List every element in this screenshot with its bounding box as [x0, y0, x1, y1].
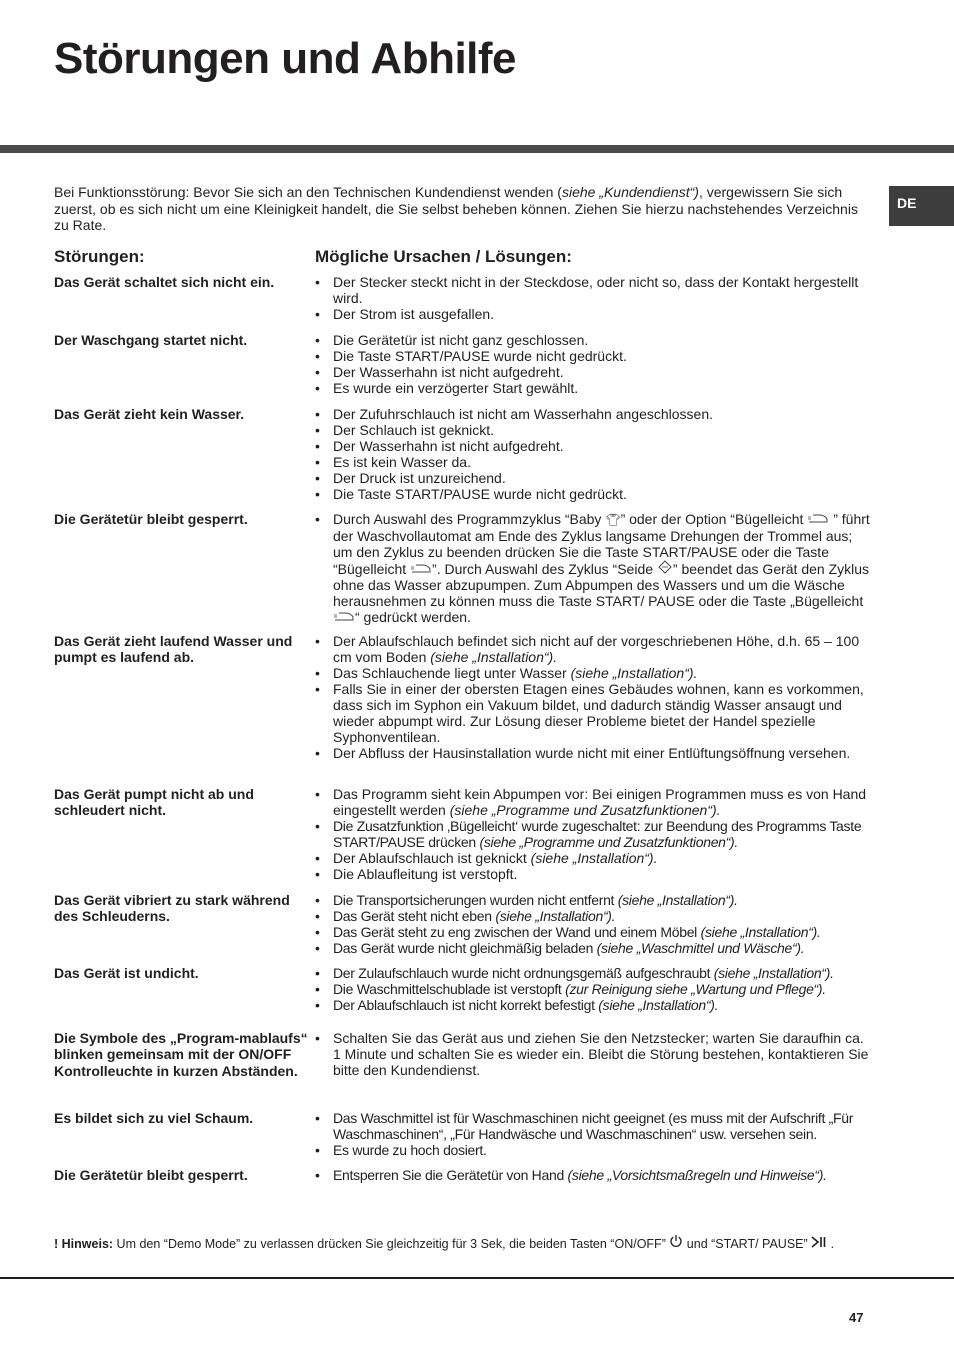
cause-reference: (siehe „Installation“). [430, 649, 558, 665]
cause-text: Das Waschmittel ist für Waschmaschinen nicht geeignet (es muss mit der Aufschrift „Für Waschmaschinen“, „Für Handwäsche und Waschmaschinen“ usw. versehen sein. [333, 1110, 854, 1142]
page-title: Störungen und Abhilfe [54, 34, 517, 83]
note-text-2: und “START/ PAUSE” [683, 1237, 812, 1251]
cause-text: Der Zulaufschlauch wurde nicht ordnungsgemäß aufgeschraubt [333, 965, 714, 981]
cause-item [315, 332, 875, 348]
cause-text: Der Druck ist unzureichend. [333, 470, 506, 486]
problem-label: Die Gerätetür bleibt gesperrt. [54, 1167, 248, 1183]
note-label: Hinweis: [61, 1237, 114, 1251]
intro-text-end: , vergewissern Sie sich zuerst, ob es sich nicht um eine Kleinigkeit handelt, die Sie selbst beheben können. Ziehen Sie hierzu nachstehendes Verzeichnis zu Rate. [54, 184, 858, 233]
cause-reference: (siehe „Installation“). [713, 965, 834, 981]
cause-text: Die Transportsicherungen wurden nicht entfernt [333, 892, 618, 908]
problem-label: Das Gerät zieht kein Wasser. [54, 406, 245, 422]
cause-item [315, 1167, 875, 1183]
cause-item [315, 470, 875, 486]
problem-label: Der Waschgang startet nicht. [54, 332, 248, 348]
easy-iron-icon [333, 611, 355, 622]
cause-item [315, 866, 875, 882]
cause-text: Der Schlauch ist geknickt. [333, 422, 495, 438]
cause-item [315, 981, 875, 997]
cause-text: Die Gerätetür ist nicht ganz geschlossen. [333, 332, 589, 348]
cause-text: Das Schlauchende liegt unter Wasser [333, 665, 571, 681]
cause-text: Schalten Sie das Gerät aus und ziehen Sie den Netzstecker; warten Sie daraufhin ca. 1 Minute und schalten Sie es wieder ein. Bleibt die Störung bestehen, kontaktieren Sie bitte den Kundendienst. [333, 1030, 869, 1078]
cause-text: Die Zusatzfunktion ‚Bügelleicht‘ wurde zugeschaltet: zur Beendung des Programms Taste START/PAUSE drücken [333, 818, 862, 850]
cause-item [315, 380, 875, 396]
cause-item [315, 665, 875, 681]
cause-text: Der Ablaufschlauch ist geknickt [333, 850, 531, 866]
cause-reference: (siehe „Installation“). [530, 850, 658, 866]
cause-item [315, 965, 875, 981]
cause-text: Die Taste START/PAUSE wurde nicht gedrückt. [333, 486, 627, 502]
cause-item [315, 486, 875, 502]
cause-list [315, 633, 875, 761]
problem-label: Das Gerät zieht laufend Wasser und pumpt es laufend ab. [54, 633, 293, 666]
cause-item [315, 681, 875, 745]
cause-list [315, 1030, 875, 1078]
note-mark: ! [54, 1237, 59, 1251]
intro-reference: siehe „Kundendienst“) [561, 184, 699, 200]
problem-label: Das Gerät vibriert zu stark während des Schleuderns. [54, 892, 290, 925]
note-paragraph [54, 1234, 864, 1252]
cause-text: Es wurde ein verzögerter Start gewählt. [333, 380, 579, 396]
footer-rule [0, 1277, 954, 1279]
cause-item [315, 997, 875, 1013]
cause-text: Das Gerät wurde nicht gleichmäßig beladen [333, 940, 597, 956]
language-tab: DE [889, 186, 954, 226]
cause-list [315, 1167, 875, 1183]
cause-text: Der Abfluss der Hausinstallation wurde nicht mit einer Entlüftungsöffnung versehen. [333, 745, 851, 761]
cause-text: Der Ablaufschlauch befindet sich nicht auf der vorgeschriebenen Höhe, d.h. 65 – 100 cm vom Boden [333, 633, 860, 665]
cause-reference: (siehe „Programme und Zusatzfunktionen“). [479, 834, 738, 850]
cause-item [315, 274, 875, 306]
cause-item [315, 348, 875, 364]
cause-item [315, 1110, 875, 1142]
cause-item [315, 1030, 875, 1078]
cause-list [315, 1110, 875, 1158]
problems-heading: Störungen: [54, 247, 145, 266]
cause-item [315, 924, 875, 940]
cause-item [315, 422, 875, 438]
cause-item [315, 1142, 875, 1158]
cause-text: Falls Sie in einer der obersten Etagen eines Gebäudes wohnen, kann es vorkommen, dass sich im Syphon ein Vakuum bildet, und dadurch ständig Wasser ansaugt und wieder abpumpt wird. Zur Lösung dieser Probleme bietet der Handel spezielle Syphonventilean. [333, 681, 864, 745]
cause-item: • Durch Auswahl des Programmzyklus “Baby 👕︎” oder der Option “Bügelleicht ” führt der Waschvollautomat am Ende des Zyklus langsame Drehungen der Trommel aus; um den Zyklus zu beenden drücken Sie die Taste START/PAUSE oder die Taste “Bügelleicht ”. Durch Auswahl des Zyklus “Seide ” beendet das Gerät den Zyklus ohne das Wasser abzupumpen. Zum Abpumpen des Wassers und um die Wäsche herausnehmen zu können muss die Taste START/ PAUSE oder die Taste „Bügelleicht “ gedrückt werden. [315, 511, 875, 625]
cause-list [315, 965, 875, 1013]
note-text: Um den “Demo Mode” zu verlassen drücken Sie gleichzeitig für 3 Sek, die beiden Tasten “ON/OFF” [113, 1237, 670, 1251]
cause-text: Die Taste START/PAUSE wurde nicht gedrückt. [333, 348, 627, 364]
problem-label: Das Gerät pumpt nicht ab und schleudert nicht. [54, 786, 254, 819]
cause-item [315, 406, 875, 422]
problem-label: Es bildet sich zu viel Schaum. [54, 1110, 254, 1126]
cause-item [315, 454, 875, 470]
cause-list [315, 786, 875, 882]
solutions-heading: Mögliche Ursachen / Lösungen: [315, 247, 572, 266]
problem-label: Das Gerät ist undicht. [54, 965, 199, 981]
cause-text: Der Wasserhahn ist nicht aufgedreht. [333, 364, 564, 380]
power-icon [669, 1234, 683, 1248]
problem-label: Die Symbole des „Program-mablaufs“ blinken gemeinsam mit der ON/OFF Kontrolleuchte in kurzen Abständen. [54, 1030, 308, 1079]
page-number: 47 [849, 1310, 864, 1325]
cause-item [315, 745, 875, 761]
cause-text: Das Gerät steht nicht eben [333, 908, 496, 924]
cause-list [315, 511, 875, 625]
cause-item [315, 892, 875, 908]
start-pause-icon [811, 1236, 827, 1248]
problem-label: Das Gerät schaltet sich nicht ein. [54, 274, 275, 290]
header-rule [0, 145, 954, 153]
cause-text: Es wurde zu hoch dosiert. [333, 1142, 487, 1158]
cause-reference: (siehe „Installation“). [598, 997, 719, 1013]
note-text-3: . [827, 1237, 835, 1251]
cause-reference: (siehe „Installation“). [570, 665, 698, 681]
cause-list [315, 892, 875, 956]
cause-text: Der Strom ist ausgefallen. [333, 306, 495, 322]
intro-text: Bei Funktionsstörung: Bevor Sie sich an den Technischen Kundendienst wenden ( [54, 184, 562, 200]
cause-item [315, 438, 875, 454]
cause-item [315, 818, 875, 850]
cause-item [315, 850, 875, 866]
easy-iron-icon [807, 513, 829, 524]
cause-text: Die Ablaufleitung ist verstopft. [333, 866, 518, 882]
cause-reference: (siehe „Installation“). [700, 924, 821, 940]
cause-reference: (siehe „Programme und Zusatzfunktionen“). [449, 802, 721, 818]
problem-label: Die Gerätetür bleibt gesperrt. [54, 511, 248, 527]
cause-item [315, 786, 875, 818]
cause-reference: (zur Reinigung siehe „Wartung und Pflege“). [565, 981, 826, 997]
cause-item [315, 908, 875, 924]
cause-reference: (siehe „Waschmittel und Wäsche“). [596, 940, 805, 956]
cause-text: Entsperren Sie die Gerätetür von Hand [333, 1167, 568, 1183]
silk-program-icon [657, 560, 673, 574]
cause-reference: (siehe „Vorsichtsmaßregeln und Hinweise“). [567, 1167, 827, 1183]
cause-list [315, 274, 875, 322]
cause-list [315, 332, 875, 396]
easy-iron-icon [410, 563, 432, 574]
cause-text: Das Programm sieht kein Abpumpen vor: Bei einigen Programmen muss es von Hand eingestellt werden [333, 786, 867, 818]
cause-text: Der Zufuhrschlauch ist nicht am Wasserhahn angeschlossen. [333, 406, 713, 422]
cause-item [315, 633, 875, 665]
cause-item [315, 364, 875, 380]
cause-text: Das Gerät steht zu eng zwischen der Wand und einem Möbel [333, 924, 701, 940]
cause-item [315, 306, 875, 322]
intro-paragraph [54, 184, 864, 234]
cause-text: Der Ablaufschlauch ist nicht korrekt befestigt [333, 997, 599, 1013]
baby-program-icon: 👕︎ [605, 513, 621, 527]
cause-text: Die Waschmittelschublade ist verstopft [333, 981, 566, 997]
cause-reference: (siehe „Installation“). [617, 892, 738, 908]
cause-reference: (siehe „Installation“). [495, 908, 616, 924]
cause-text: Der Stecker steckt nicht in der Steckdose, oder nicht so, dass der Kontakt hergestellt wird. [333, 274, 859, 306]
cause-list [315, 406, 875, 502]
cause-text: Der Wasserhahn ist nicht aufgedreht. [333, 438, 564, 454]
cause-text: Es ist kein Wasser da. [333, 454, 471, 470]
cause-item [315, 940, 875, 956]
